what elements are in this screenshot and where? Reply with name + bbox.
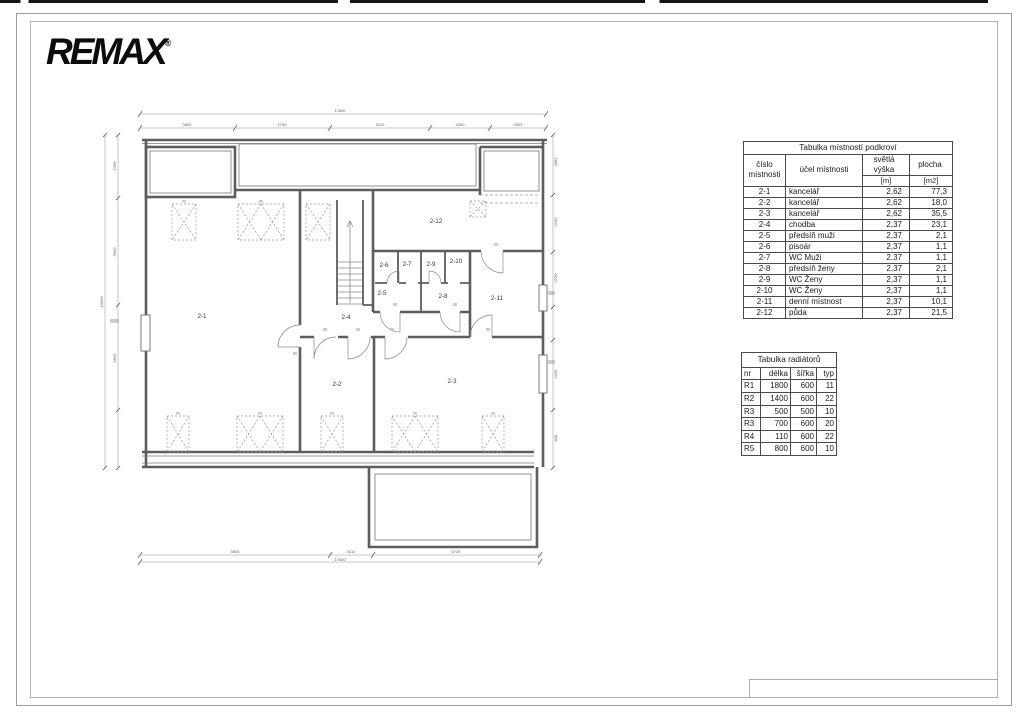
room-number: 2-9 [744,274,786,285]
room-number: 2-5 [744,230,786,241]
room-use: WC Ženy [786,285,863,296]
room-table-row [744,230,953,241]
radiator-table-body [742,380,837,456]
room-height: 2,37 [863,252,910,263]
window-right-lower [539,355,547,393]
room-height: 2,37 [863,274,910,285]
radiator-sirka: 600 [791,393,817,406]
room-label-2-7: 2-7 [402,261,412,268]
scan-artifact-line [0,0,1024,3]
floor-plan [90,100,580,570]
room-table-row [744,208,953,219]
registered-mark: ® [164,38,172,48]
room-table-row [744,274,953,285]
dim-left-1: 2300 [112,161,117,171]
radiator-table-title: Tabulka radiátorů [742,353,837,368]
radiator-typ: 10 [817,443,837,456]
room-use: WC Muži [786,252,863,263]
room-label-2-3: 2-3 [447,378,457,385]
room-use: kancelář [786,197,863,208]
room-height: 2,37 [863,263,910,274]
room-height: 2,37 [863,296,910,307]
room-table-row [744,263,953,274]
room-number: 2-3 [744,208,786,219]
radiator-nr: R5 [742,443,761,456]
room-number: 2-2 [744,197,786,208]
room-use: kancelář [786,208,863,219]
radiator-sirka: 600 [791,418,817,431]
room-area: 18,0 [910,197,953,208]
room-table-col-use: účel místnosti [786,155,863,186]
room-number: 2-11 [744,296,786,307]
radiator-sirka: 600 [791,443,817,456]
room-use: WC Ženy [786,274,863,285]
room-use: předsíň ženy [786,263,863,274]
dim-left-total: 10500 [99,296,104,308]
radiator-table-row [742,418,837,431]
radiator-nr: R2 [742,393,761,406]
room-table-row [744,186,953,197]
dim-left-2: 5600 [112,247,117,257]
radiator-col-nr: nr [742,367,761,380]
radiator-table-row [742,430,837,443]
room-table-col-area: plocha [910,155,953,176]
radiators [167,201,504,452]
room-table-unit-m2: [m2] [910,176,953,186]
radiator-delka: 110 [761,430,791,443]
room-area: 1,1 [910,285,953,296]
room-table-row [744,219,953,230]
staircase [338,221,362,304]
remax-logo [46,33,171,70]
room-area: 1,1 [910,252,953,263]
room-label-2-2: 2-2 [332,381,342,388]
radiator-sirka: 500 [791,405,817,418]
room-number: 2-6 [744,241,786,252]
radiator-typ: 10 [817,405,837,418]
room-table-title: Tabulka místností podkroví [744,142,953,155]
dim-top-4: 4450 [455,122,465,127]
dim-bottom-2: 3410 [346,549,356,554]
dashed-lines [480,195,540,203]
radiator-delka: 1800 [761,380,791,393]
dimension-lines [99,108,558,565]
room-table-row [744,252,953,263]
room-label-2-4: 2-4 [341,314,351,321]
room-label-2-10: 2-10 [449,258,463,265]
dim-bottom-1: 5845 [230,549,240,554]
title-block [749,679,997,697]
room-height: 2,37 [863,307,910,318]
radiator-col-typ: typ [817,367,837,380]
room-labels [197,218,503,388]
dim-left-3: 5805 [112,353,117,363]
room-use: kancelář [786,186,863,197]
room-label-2-9: 2-9 [426,261,436,268]
dim-bottom-3: 6745 [451,549,461,554]
radiator-sirka: 600 [791,380,817,393]
room-use: předsíň muži [786,230,863,241]
room-area: 2,1 [910,263,953,274]
room-table-body [744,186,953,318]
room-area: 77,3 [910,186,953,197]
windows [141,285,547,393]
room-use: půda [786,307,863,318]
room-table-row [744,285,953,296]
room-use: denní místnost [786,296,863,307]
radiator-delka: 1400 [761,393,791,406]
window-left [141,315,150,351]
room-height: 2,37 [863,241,910,252]
room-table-col-number: číslo místnosti [744,155,786,186]
dim-right-2: 2150 [553,217,558,227]
room-label-2-5: 2-5 [377,290,387,297]
room-area: 10,1 [910,296,953,307]
room-height: 2,37 [863,285,910,296]
room-area: 2,1 [910,230,953,241]
room-area: 21,5 [910,307,953,318]
room-label-2-12: 2-12 [429,218,443,225]
radiator-typ: 20 [817,418,837,431]
dim-right-3: 2730 [553,273,558,283]
radiator-col-sirka: šířka [791,367,817,380]
window-right-upper [539,285,547,311]
room-table-row [744,197,953,208]
remax-logo-text: REMAX [46,31,165,72]
room-number: 2-8 [744,263,786,274]
radiator-table-row [742,393,837,406]
radiator-nr: R4 [742,430,761,443]
room-table-row [744,241,953,252]
room-area: 23,1 [910,219,953,230]
room-number: 2-1 [744,186,786,197]
room-use: chodba [786,219,863,230]
dim-right-5: 845 [553,434,558,442]
dim-right-1: 2060 [553,157,558,167]
radiator-nr: R1 [742,380,761,393]
room-number: 2-4 [744,219,786,230]
dim-top-total: 17600 [334,108,346,113]
room-label-2-1: 2-1 [197,313,207,320]
radiator-table-header [742,367,837,380]
radiator-nr: R3 [742,405,761,418]
radiator-nr: R3 [742,418,761,431]
room-label-2-6: 2-6 [379,262,389,269]
room-table [743,141,953,319]
room-table-row [744,296,953,307]
radiator-table-row [742,443,837,456]
radiator-table [741,352,837,456]
room-number: 2-10 [744,285,786,296]
room-height: 2,62 [863,186,910,197]
floor-plan-container [90,100,580,570]
radiator-typ: 22 [817,430,837,443]
radiator-table-row [742,405,837,418]
room-label-2-11: 2-11 [490,295,504,302]
dim-top-5: 2300 [513,122,523,127]
room-table-col-height: světlá výška [863,155,910,176]
radiator-typ: 11 [817,380,837,393]
room-height: 2,62 [863,197,910,208]
dim-top-2: 2740 [277,122,287,127]
room-label-2-8: 2-8 [438,293,448,300]
radiator-col-delka: délka [761,367,791,380]
dim-bottom-total: 17600 [334,557,346,562]
radiator-sirka: 600 [791,430,817,443]
radiator-typ: 22 [817,393,837,406]
dim-top-3: 3110 [375,122,385,127]
radiator-delka: 500 [761,405,791,418]
room-height: 2,37 [863,219,910,230]
radiator-delka: 700 [761,418,791,431]
room-number: 2-7 [744,252,786,263]
dim-right-4: 5205 [553,369,558,379]
room-height: 2,37 [863,230,910,241]
room-height: 2,62 [863,208,910,219]
room-area: 1,1 [910,241,953,252]
radiator-delka: 800 [761,443,791,456]
room-area: 1,1 [910,274,953,285]
room-area: 35,5 [910,208,953,219]
dim-top-1: 3800 [182,122,192,127]
room-use: pisoár [786,241,863,252]
room-table-row [744,307,953,318]
room-table-unit-m: [m] [863,176,910,186]
room-number: 2-12 [744,307,786,318]
radiator-table-row [742,380,837,393]
